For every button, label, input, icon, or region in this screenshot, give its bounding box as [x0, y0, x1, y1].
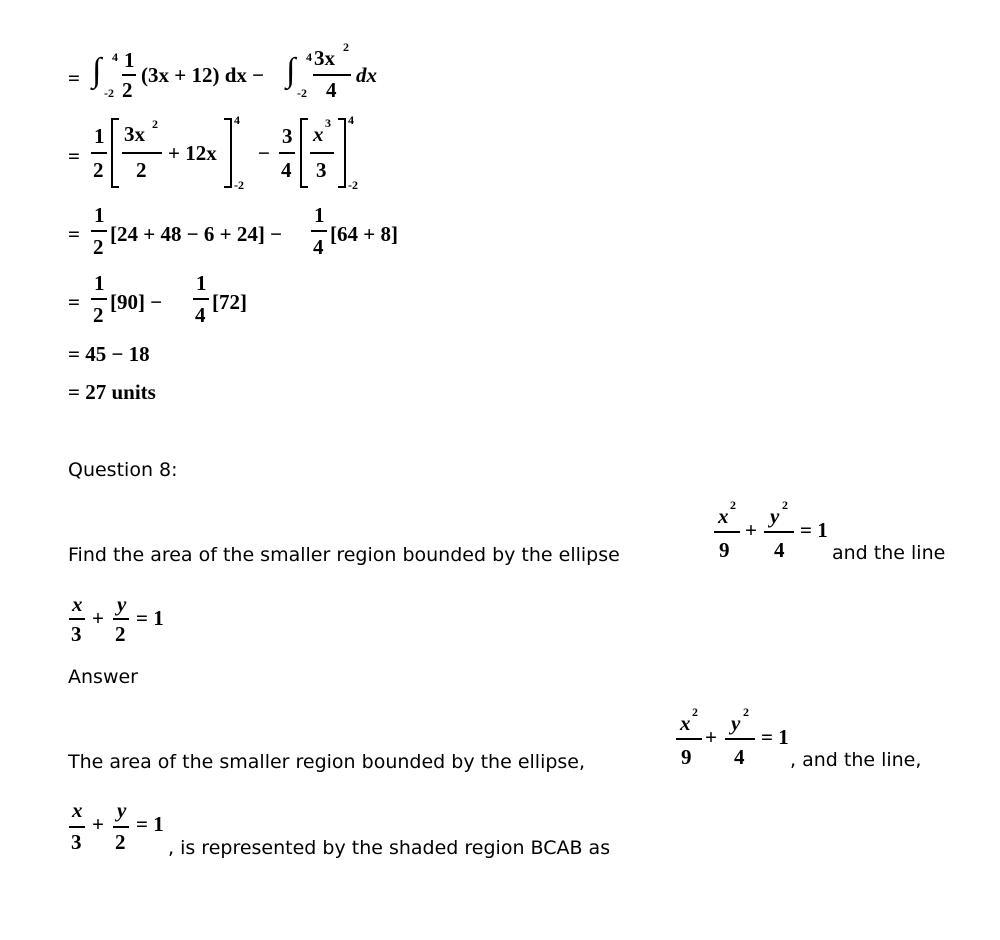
- fraction-denominator: 2: [136, 158, 147, 182]
- fraction-bar: [91, 230, 107, 232]
- fraction-denominator: 2: [93, 158, 104, 182]
- integral-lower-limit: -2: [104, 86, 114, 100]
- fraction-numerator: x: [313, 122, 324, 146]
- plus-sign: +: [92, 606, 104, 630]
- ellipse-y-denominator: 4: [774, 538, 785, 562]
- line-x-denominator: 3: [71, 622, 82, 646]
- ellipse-x-term: x: [718, 504, 729, 528]
- fraction-denominator: 2: [122, 78, 133, 102]
- fraction-denominator: 4: [326, 78, 337, 102]
- minus-sign: −: [258, 141, 270, 165]
- fraction-numerator: 1: [94, 124, 105, 148]
- fraction-bar: [676, 738, 702, 740]
- fraction-numerator: 3: [282, 124, 293, 148]
- fraction-bar: [313, 74, 351, 76]
- right-bracket: [338, 118, 346, 188]
- exponent: 2: [782, 498, 788, 512]
- fraction-bar: [310, 152, 334, 154]
- line-x-term: x: [72, 592, 83, 616]
- equals-one: = 1: [800, 518, 828, 542]
- equals-sign: =: [68, 290, 80, 314]
- line-y-denominator: 2: [115, 830, 126, 854]
- exponent: 3: [325, 116, 331, 130]
- fraction-numerator: 1: [196, 271, 207, 295]
- plus-sign: +: [705, 725, 717, 749]
- answer-text-mid: , and the line,: [790, 749, 922, 771]
- integrand-expression: (3x + 12) dx −: [141, 63, 265, 87]
- exponent: 2: [730, 498, 736, 512]
- bracket-expression: [90] −: [110, 290, 163, 314]
- fraction-bar: [69, 618, 85, 620]
- exponent: 2: [152, 117, 158, 131]
- fraction-numerator: 1: [94, 203, 105, 227]
- integral-upper-limit: 4: [112, 50, 118, 64]
- equals-sign: =: [68, 222, 80, 246]
- fraction-bar: [311, 230, 327, 232]
- left-bracket: [111, 118, 119, 188]
- fraction-denominator: 2: [93, 303, 104, 327]
- bracket-term: + 12x: [168, 141, 217, 165]
- integral-sign: ∫: [286, 52, 296, 89]
- plus-sign: +: [745, 518, 757, 542]
- answer-heading: Answer: [68, 666, 138, 688]
- fraction-numerator: 1: [94, 271, 105, 295]
- lower-limit: -2: [234, 178, 244, 192]
- line-y-term: y: [117, 592, 127, 616]
- integral-lower-limit: -2: [297, 86, 307, 100]
- differential: dx: [356, 63, 377, 87]
- bracket-expression: [24 + 48 − 6 + 24] −: [110, 222, 283, 246]
- equals-one: = 1: [761, 725, 789, 749]
- fraction-denominator: 4: [313, 235, 324, 259]
- left-bracket: [300, 118, 308, 188]
- fraction-bar: [725, 738, 755, 740]
- ellipse-x-denominator: 9: [719, 538, 730, 562]
- question-text-after: and the line: [832, 542, 946, 564]
- exponent: 2: [343, 40, 349, 54]
- ellipse-y-denominator: 4: [734, 745, 745, 769]
- fraction-bar: [113, 826, 129, 828]
- plus-sign: +: [92, 812, 104, 836]
- upper-limit: 4: [234, 113, 240, 127]
- question-text-before: Find the area of the smaller region bounded by the ellipse: [68, 544, 620, 566]
- fraction-denominator: 4: [195, 303, 206, 327]
- equals-sign: =: [68, 66, 80, 90]
- fraction-bar: [193, 298, 209, 300]
- lower-limit: -2: [348, 178, 358, 192]
- line-y-denominator: 2: [115, 622, 126, 646]
- line-x-term: x: [72, 798, 83, 822]
- upper-limit: 4: [348, 113, 354, 127]
- fraction-numerator: 1: [124, 48, 135, 72]
- fraction-denominator: 2: [93, 235, 104, 259]
- bracket-expression: [72]: [212, 290, 247, 314]
- fraction-numerator: 3x: [314, 46, 335, 70]
- integral-upper-limit: 4: [306, 50, 312, 64]
- right-bracket: [224, 118, 232, 188]
- fraction-bar: [764, 531, 794, 533]
- equals-one: = 1: [136, 606, 164, 630]
- exponent: 2: [692, 705, 698, 719]
- answer-text-after: , is represented by the shaded region BCAB as: [168, 837, 611, 859]
- fraction-denominator: 4: [281, 158, 292, 182]
- ellipse-x-denominator: 9: [681, 745, 692, 769]
- fraction-bar: [69, 826, 85, 828]
- ellipse-y-term: y: [731, 711, 741, 735]
- integral-sign: ∫: [92, 52, 102, 89]
- fraction-numerator: 1: [314, 203, 325, 227]
- fraction-bar: [122, 152, 162, 154]
- fraction-bar: [714, 531, 740, 533]
- fraction-denominator: 3: [316, 158, 327, 182]
- fraction-bar: [122, 74, 136, 76]
- line-x-denominator: 3: [71, 830, 82, 854]
- answer-text-before: The area of the smaller region bounded by the ellipse,: [68, 751, 586, 773]
- equals-sign: =: [68, 144, 80, 168]
- question-heading: Question 8:: [68, 459, 178, 481]
- line-y-term: y: [117, 798, 127, 822]
- ellipse-x-term: x: [680, 711, 691, 735]
- fraction-bar: [279, 152, 295, 154]
- fraction-bar: [91, 152, 107, 154]
- fraction-bar: [113, 618, 129, 620]
- fraction-numerator: 3x: [124, 122, 145, 146]
- fraction-bar: [91, 298, 107, 300]
- equals-one: = 1: [136, 812, 164, 836]
- ellipse-y-term: y: [770, 504, 780, 528]
- exponent: 2: [743, 705, 749, 719]
- step-5: = 45 − 18: [68, 342, 150, 366]
- bracket-expression: [64 + 8]: [330, 222, 398, 246]
- step-6: = 27 units: [68, 380, 156, 404]
